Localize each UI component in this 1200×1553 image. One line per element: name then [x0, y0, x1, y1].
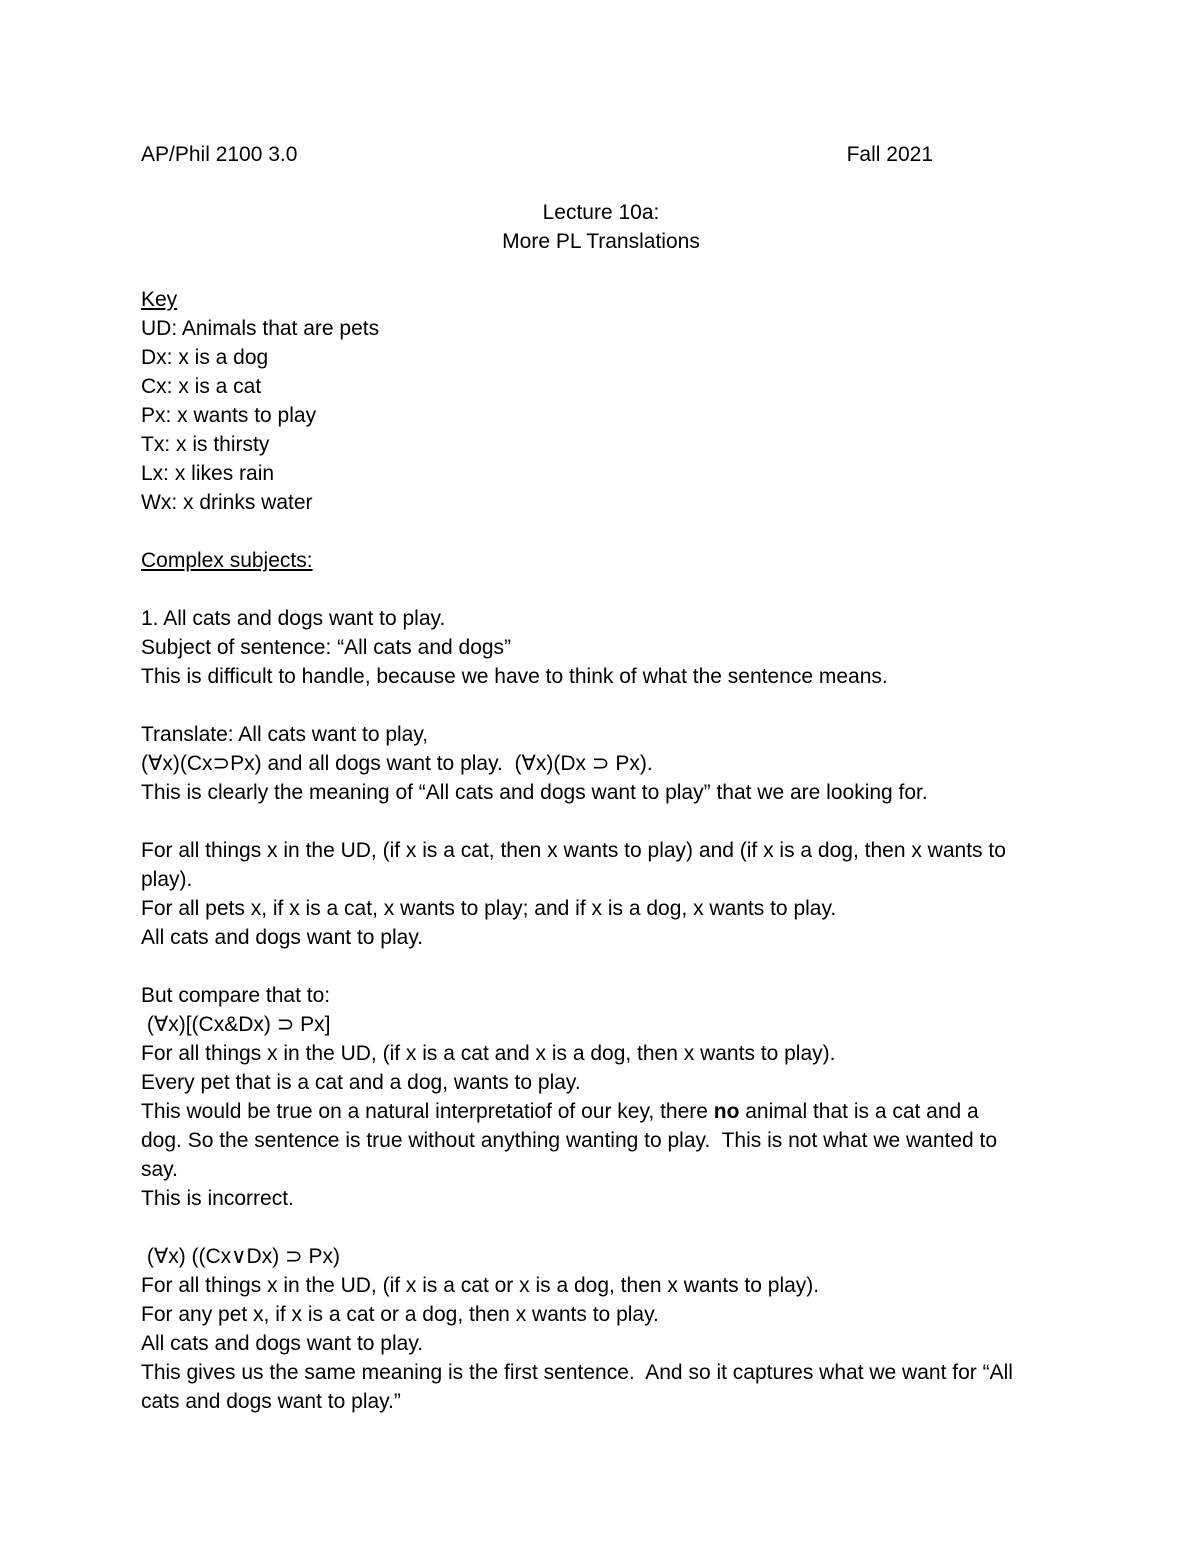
key-item: Lx: x likes rain: [141, 462, 275, 485]
course-code: AP/Phil 2100 3.0: [141, 143, 298, 166]
text-line: For all pets x, if x is a cat, x wants to play; and if x is a dog, x wants to play.: [141, 897, 837, 920]
text-line: For all things x in the UD, (if x is a cat and x is a dog, then x wants to play).: [141, 1042, 836, 1065]
key-section: [141, 285, 1041, 517]
key-item: Tx: x is thirsty: [141, 433, 270, 456]
key-item: Wx: x drinks water: [141, 491, 313, 514]
paragraph-1: [141, 604, 1041, 691]
paragraph-5: [141, 1242, 1041, 1416]
term: Fall 2021: [846, 143, 933, 166]
text-fragment: This would be true on a natural interpretatiof of our key, there: [141, 1100, 714, 1123]
text-line: This is incorrect.: [141, 1187, 294, 1210]
text-line: For all things x in the UD, (if x is a cat or x is a dog, then x wants to play).: [141, 1274, 820, 1297]
text-line: Translate: All cats want to play,: [141, 723, 429, 746]
formula-line: (∀x) ((Cx∨Dx) ⊃ Px): [141, 1245, 340, 1268]
title-line-2: More PL Translations: [502, 230, 700, 253]
text-line: say.: [141, 1158, 178, 1181]
text-line: [141, 1097, 1041, 1126]
text-line: play).: [141, 868, 193, 891]
formula-line: (∀x)(Cx⊃Px) and all dogs want to play. (∀x)(Dx ⊃ Px).: [141, 752, 653, 775]
text-line: For any pet x, if x is a cat or a dog, then x wants to play.: [141, 1303, 659, 1326]
key-item: Dx: x is a dog: [141, 346, 269, 369]
emphasis-no: no: [713, 1100, 740, 1123]
document-page: [141, 140, 1041, 1416]
text-line: This is difficult to handle, because we have to think of what the sentence means.: [141, 665, 888, 688]
section-heading: Complex subjects:: [141, 549, 313, 572]
key-heading: Key: [141, 288, 178, 311]
paragraph-3: [141, 836, 1041, 952]
text-line: 1. All cats and dogs want to play.: [141, 607, 446, 630]
key-item: Cx: x is a cat: [141, 375, 262, 398]
text-line: This is clearly the meaning of “All cats and dogs want to play” that we are looking for.: [141, 781, 928, 804]
text-line: cats and dogs want to play.”: [141, 1390, 401, 1413]
text-line: For all things x in the UD, (if x is a cat, then x wants to play) and (if x is a dog, then x wants to: [141, 839, 1006, 862]
text-line: Every pet that is a cat and a dog, wants to play.: [141, 1071, 581, 1094]
title-line-1: Lecture 10a:: [542, 201, 660, 224]
header-row: [141, 140, 1041, 169]
text-line: All cats and dogs want to play.: [141, 1332, 424, 1355]
text-line: All cats and dogs want to play.: [141, 926, 424, 949]
paragraph-4: [141, 981, 1041, 1213]
text-line: Subject of sentence: “All cats and dogs”: [141, 636, 512, 659]
key-item: Px: x wants to play: [141, 404, 317, 427]
text-line: dog. So the sentence is true without anything wanting to play. This is not what we wanted to: [141, 1129, 998, 1152]
text-line: But compare that to:: [141, 984, 331, 1007]
formula-line: (∀x)[(Cx&Dx) ⊃ Px]: [141, 1013, 331, 1036]
key-item: UD: Animals that are pets: [141, 317, 380, 340]
text-line: This gives us the same meaning is the first sentence. And so it captures what we want for “All: [141, 1361, 1013, 1384]
paragraph-2: [141, 720, 1041, 807]
text-fragment: animal that is a cat and a: [739, 1100, 979, 1123]
page-title: [141, 198, 1061, 256]
